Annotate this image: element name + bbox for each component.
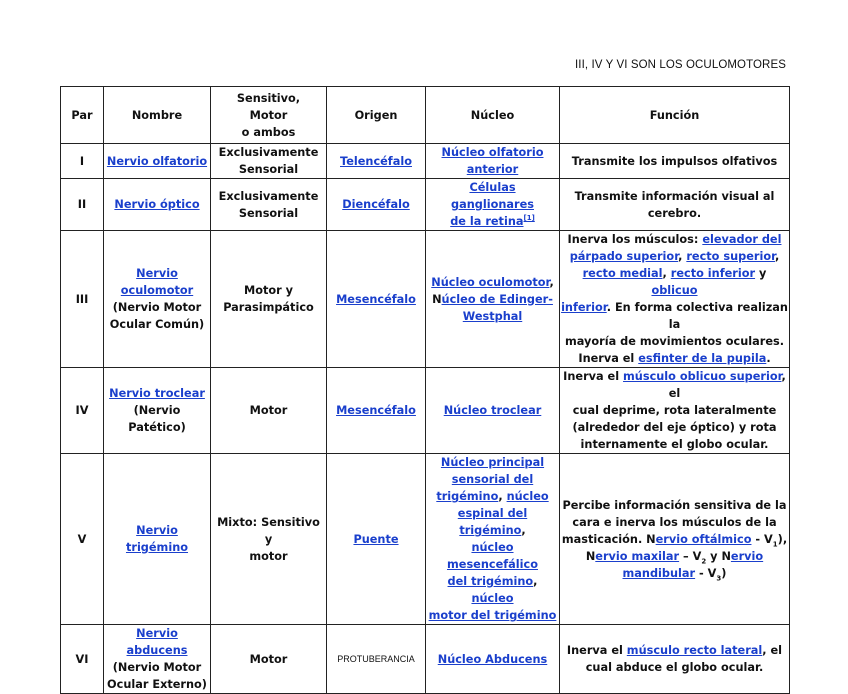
origen-cell <box>327 144 426 179</box>
mesencefalo-link[interactable]: Mesencéfalo <box>336 404 416 417</box>
recto-lateral-link[interactable]: músculo recto lateral <box>626 644 763 657</box>
nucleo-cell <box>426 368 560 454</box>
nucleo-mesencefalico-link[interactable]: núcleo mesencefálico del trigémino <box>447 541 538 588</box>
nombre-cell: Nervio troclear (Nervio Patético) <box>104 368 211 454</box>
nervio-mandibular-link[interactable]: ervio mandibular <box>622 549 764 580</box>
nervio-trigemino-link[interactable]: Nervio trigémino <box>125 524 189 554</box>
col-header-funcion: Función <box>560 87 790 144</box>
nombre-cell: Nervio oculomotor (Nervio Motor Ocular Común) <box>104 231 211 368</box>
par-number: V <box>61 454 104 625</box>
col-header-tipo: Sensitivo, Motor o ambos <box>211 87 327 144</box>
mesencefalo-link[interactable]: Mesencéfalo <box>336 292 416 306</box>
recto-inferior-link[interactable]: recto inferior <box>670 267 756 280</box>
par-number: VI <box>61 625 104 694</box>
nucleo-oculomotor-link[interactable]: Núcleo oculomotor <box>431 275 550 289</box>
origen-cell <box>327 454 426 625</box>
nucleo-cell: Núcleo principal sensorial del trigémino, núcleo espinal del trigémino, núcleo mesencefálico del trigémino, núcleo motor del trigémino <box>426 454 560 625</box>
header-note: III, IV Y VI SON LOS OCULOMOTORES <box>575 59 786 71</box>
puente-link[interactable]: Puente <box>353 532 399 546</box>
par-number: II <box>61 179 104 231</box>
nucleo-edinger-westphal-link[interactable]: úcleo de Edinger- Westphal <box>441 292 553 323</box>
par-number: IV <box>61 368 104 454</box>
nucleo-cell <box>426 179 560 231</box>
diencefalo-link[interactable]: Diencéfalo <box>342 198 410 211</box>
table-row <box>61 368 790 454</box>
tipo-cell: Mixto: Sensitivo y motor <box>211 454 327 625</box>
table-row <box>61 454 790 625</box>
nombre-cell <box>104 144 211 179</box>
tipo-cell: Motor <box>211 368 327 454</box>
funcion-cell: Inerva el músculo recto lateral, el cual abduce el globo ocular. <box>560 625 790 694</box>
nervio-oculomotor-link[interactable]: Nervio oculomotor <box>120 267 194 297</box>
par-number: I <box>61 144 104 179</box>
funcion-cell: Percibe información sensitiva de la cara e inerva los músculos de la masticación. Nervio oftálmico - $V_1$), Nervio maxilar – $V_2$ y Nervio mandibular - $V_3$) <box>560 454 790 625</box>
nervio-troclear-link[interactable]: Nervio troclear <box>109 387 205 400</box>
col-header-nombre: Nombre <box>104 87 211 144</box>
nucleo-olfatorio-link[interactable]: Núcleo olfatorio anterior <box>441 146 544 176</box>
funcion-cell: Inerva los músculos: elevador del párpado superior, recto superior, recto medial, recto inferior y oblicuo inferior. En forma colectiva realizan la mayoría de movimientos oculares. Inerva el esfinter de la pupila. <box>560 231 790 368</box>
table-row <box>61 144 790 179</box>
nervio-olfatorio-link[interactable]: Nervio olfatorio <box>106 154 208 168</box>
nucleo-cell <box>426 144 560 179</box>
tipo-cell: Exclusivamente Sensorial <box>211 179 327 231</box>
col-header-par: Par <box>61 87 104 144</box>
nucleo-motor-trigemino-link[interactable]: núcleo motor del trigémino <box>428 592 557 622</box>
nervio-oftalmico-link[interactable]: ervio oftálmico <box>655 532 752 546</box>
nervio-maxilar-link[interactable]: ervio maxilar <box>595 549 680 563</box>
origen-cell <box>327 368 426 454</box>
telencefalo-link[interactable]: Telencéfalo <box>340 154 412 168</box>
origen-cell <box>327 179 426 231</box>
oblicuo-inferior-link[interactable]: oblicuo inferior <box>561 284 698 314</box>
reference-link[interactable]: [1] <box>523 214 535 223</box>
nucleo-troclear-link[interactable]: Núcleo troclear <box>443 404 542 417</box>
header-row <box>61 87 790 144</box>
funcion-cell: Transmite información visual al cerebro. <box>560 179 790 231</box>
funcion-cell: Inerva el músculo oblicuo superior, el cual deprime, rota lateralmente (alrededor del eje óptico) y rota internamente el globo ocular. <box>560 368 790 454</box>
table-row <box>61 231 790 368</box>
nervio-optico-link[interactable]: Nervio óptico <box>114 198 200 211</box>
tipo-cell: Motor y Parasimpático <box>211 231 327 368</box>
cranial-nerves-table <box>60 86 790 694</box>
esfinter-pupila-link[interactable]: esfinter de la pupila <box>638 352 767 365</box>
celulas-ganglionares-link[interactable]: Células ganglionares de la retina <box>450 181 534 228</box>
col-header-nucleo: Núcleo <box>426 87 560 144</box>
tipo-cell: Exclusivamente Sensorial <box>211 144 327 179</box>
recto-superior-link[interactable]: recto superior <box>686 250 775 263</box>
recto-medial-link[interactable]: recto medial <box>582 267 663 280</box>
nucleo-cell <box>426 625 560 694</box>
col-header-origen: Origen <box>327 87 426 144</box>
par-number: III <box>61 231 104 368</box>
nombre-cell <box>104 454 211 625</box>
origen-cell <box>327 231 426 368</box>
nucleo-cell: Núcleo oculomotor, Núcleo de Edinger- Westphal <box>426 231 560 368</box>
elevador-parpado-link[interactable]: elevador del párpado superior <box>569 233 782 263</box>
nombre-cell: Nervio abducens (Nervio Motor Ocular Externo) <box>104 625 211 694</box>
origen-cell: PROTUBERANCIA <box>327 625 426 694</box>
table-row <box>61 625 790 694</box>
funcion-cell: Transmite los impulsos olfativos <box>560 144 790 179</box>
nucleo-abducens-link[interactable]: Núcleo Abducens <box>437 652 548 666</box>
tipo-cell: Motor <box>211 625 327 694</box>
nucleo-espinal-link[interactable]: núcleo espinal del trigémino <box>457 490 549 537</box>
oblicuo-superior-link[interactable]: músculo oblicuo superior <box>623 370 782 383</box>
table-row <box>61 179 790 231</box>
nervio-abducens-link[interactable]: Nervio abducens <box>126 627 188 657</box>
nucleo-principal-sensorial-link[interactable]: Núcleo principal sensorial del trigémino <box>436 456 545 503</box>
nombre-cell <box>104 179 211 231</box>
